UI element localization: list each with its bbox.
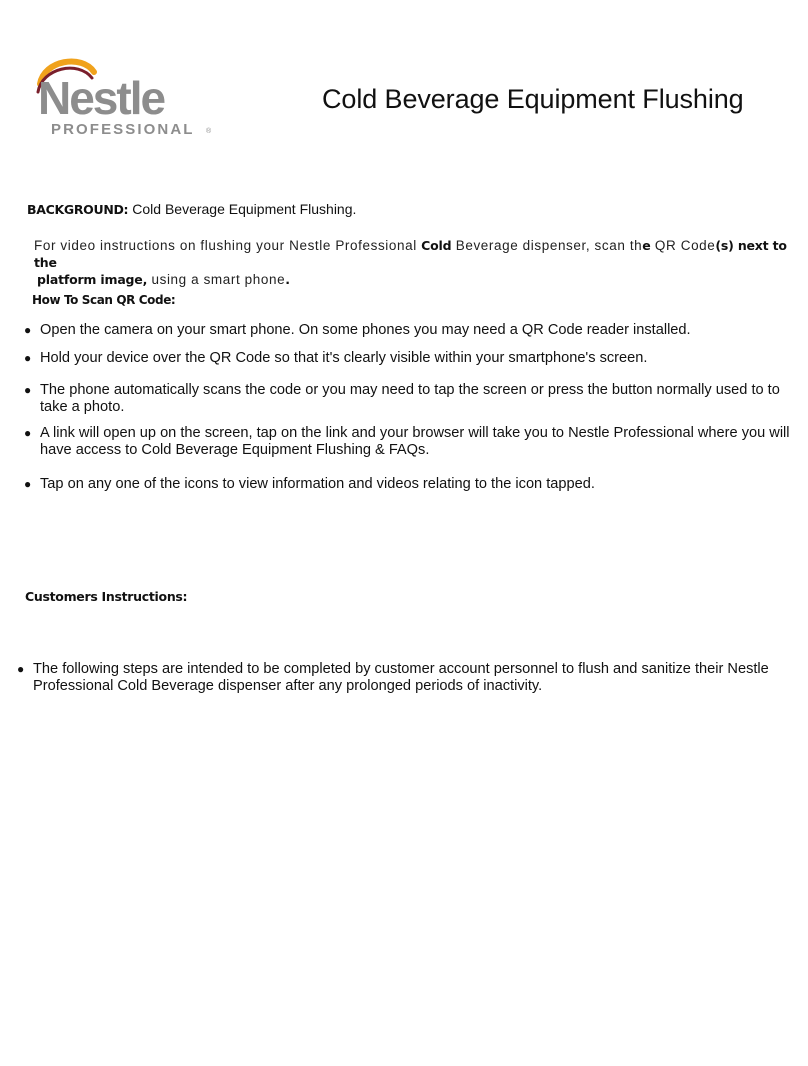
video-instructions-paragraph	[34, 237, 794, 288]
list-item	[24, 476, 800, 493]
background-label: BACKGROUND:	[27, 202, 129, 217]
video-text-part2: Cold	[421, 238, 452, 253]
video-text-part8: using a smart phone	[147, 272, 286, 287]
bullet-icon: ●	[24, 351, 32, 365]
bullet-icon: ●	[24, 477, 32, 491]
video-text-part4: e	[642, 238, 651, 253]
customer-instructions-list	[17, 661, 797, 695]
scan-steps-list	[24, 322, 800, 493]
list-item	[24, 350, 800, 367]
list-item	[24, 382, 800, 416]
customers-instructions-heading: Customers Instructions:	[25, 589, 188, 604]
bullet-icon: ●	[17, 662, 25, 676]
video-text-part7: platform image,	[37, 272, 148, 287]
logo-brand-text: Nestle	[38, 72, 165, 124]
background-text: Cold Beverage Equipment Flushing.	[132, 201, 357, 217]
background-line	[27, 201, 356, 217]
step-text: Open the camera on your smart phone. On some phones you may need a QR Code reader installed.	[40, 322, 691, 338]
bullet-icon: ●	[24, 383, 32, 397]
step-text: Tap on any one of the icons to view information and videos relating to the icon tapped.	[40, 476, 595, 492]
logo-graphic	[34, 54, 218, 138]
document-title: Cold Beverage Equipment Flushing	[322, 84, 744, 114]
list-item	[17, 661, 797, 695]
video-instructions-line2	[34, 271, 794, 288]
list-item	[24, 425, 800, 459]
logo-registered-mark: ®	[206, 128, 212, 135]
list-item	[24, 322, 800, 339]
video-text-part6: (s) next to the	[34, 238, 787, 270]
nestle-professional-logo	[34, 54, 218, 138]
step-text: Hold your device over the QR Code so that it's clearly visible within your smartphone's screen.	[40, 350, 648, 366]
video-text-part5: QR Code	[650, 238, 716, 253]
step-text: The phone automatically scans the code or you may need to tap the screen or press the button normally used to to take a photo.	[40, 382, 780, 415]
step-text: A link will open up on the screen, tap on the link and your browser will take you to Nestle Professional where you will have access to Cold Beverage Equipment Flushing & FAQs.	[40, 425, 790, 458]
bullet-icon: ●	[24, 323, 32, 337]
how-to-scan-heading: How To Scan QR Code:	[32, 293, 176, 307]
bullet-icon: ●	[24, 426, 32, 440]
video-text-part9: .	[285, 272, 290, 287]
logo-tagline-text: PROFESSIONAL	[51, 121, 195, 138]
video-text-part3: Beverage dispenser, scan th	[451, 238, 643, 253]
customer-instruction-text: The following steps are intended to be completed by customer account personnel to flush and sanitize their Nestle Professional Cold Beverage dispenser after any prolonged periods of inactivity.	[33, 661, 769, 694]
video-text-part1: For video instructions on flushing your Nestle Professional	[34, 238, 422, 253]
